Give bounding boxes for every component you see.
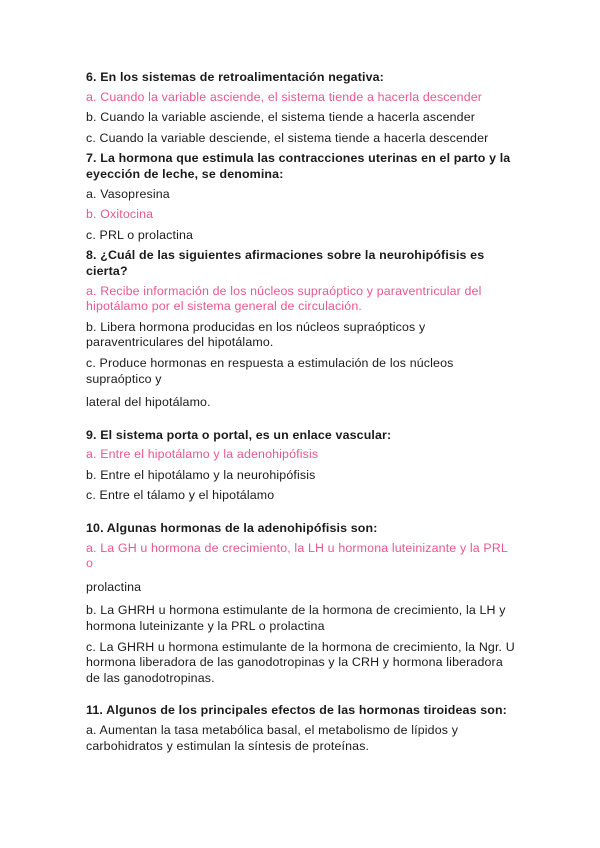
question-title: 10. Algunas hormonas de la adenohipófisis son: xyxy=(86,521,378,536)
spacer xyxy=(86,416,516,428)
answer-option-correct: a. Cuando la variable asciende, el sistema tiende a hacerla descender xyxy=(86,89,483,104)
question-9 xyxy=(86,428,516,504)
answer-option: b. Entre el hipotálamo y la neurohipófisis xyxy=(86,467,316,482)
answer-option: c. Entre el tálamo y el hipotálamo xyxy=(86,488,275,503)
answer-option: a. Vasopresina xyxy=(86,186,170,201)
spacer xyxy=(86,509,516,521)
question-7 xyxy=(86,151,516,243)
question-title: 6. En los sistemas de retroalimentación negativa: xyxy=(86,70,384,84)
question-8 xyxy=(86,248,516,410)
answer-option: a. Aumentan la tasa metabólica basal, el metabolismo de lípidos y carbohidratos y estimulan la síntesis de proteínas. xyxy=(86,723,459,753)
answer-option: c. Produce hormonas en respuesta a estimulación de los núcleos supraóptico y xyxy=(86,355,454,386)
answer-option-correct: a. La GH u hormona de crecimiento, la LH u hormona luteinizante y la PRL o xyxy=(86,540,508,571)
answer-option-correct: a. Recibe información de los núcleos supraóptico y paraventricular del hipotálamo por el sistema general de circulación. xyxy=(86,283,482,314)
question-title: 9. El sistema porta o portal, es un enlace vascular: xyxy=(86,427,392,442)
answer-option: b. La GHRH u hormona estimulante de la hormona de crecimiento, la LH y hormona luteinizante y la PRL o prolactina xyxy=(86,603,506,634)
answer-option-continuation: lateral del hipotálamo. xyxy=(86,395,211,410)
answer-option-correct: b. Oxitocina xyxy=(86,207,154,222)
answer-option: b. Libera hormona producidas en los núcleos supraópticos y paraventriculares del hipotálamo. xyxy=(86,319,426,350)
question-title: 11. Algunos de los principales efectos de las hormonas tiroideas son: xyxy=(86,703,507,718)
question-11 xyxy=(86,703,516,754)
answer-option-continuation: prolactina xyxy=(86,579,142,594)
question-6 xyxy=(86,70,516,146)
spacer xyxy=(86,691,516,703)
answer-option-correct: a. Entre el hipotálamo y la adenohipófisis xyxy=(86,447,319,462)
question-title: 8. ¿Cuál de las siguientes afirmaciones sobre la neurohipófisis es cierta? xyxy=(86,248,485,278)
question-10 xyxy=(86,521,516,686)
answer-option: c. Cuando la variable desciende, el sistema tiende a hacerla descender xyxy=(86,130,489,145)
document-page xyxy=(86,70,516,759)
answer-option: c. La GHRH u hormona estimulante de la hormona de crecimiento, la Ngr. U hormona liberadora de las ganodotropinas y la CRH y hormona liberadora de las ganodotropinas. xyxy=(86,639,515,685)
answer-option: c. PRL o prolactina xyxy=(86,227,194,242)
answer-option: b. Cuando la variable asciende, el sistema tiende a hacerla ascender xyxy=(86,110,476,125)
question-title: 7. La hormona que estimula las contracciones uterinas en el parto y la eyección de leche, se denomina: xyxy=(86,151,511,181)
